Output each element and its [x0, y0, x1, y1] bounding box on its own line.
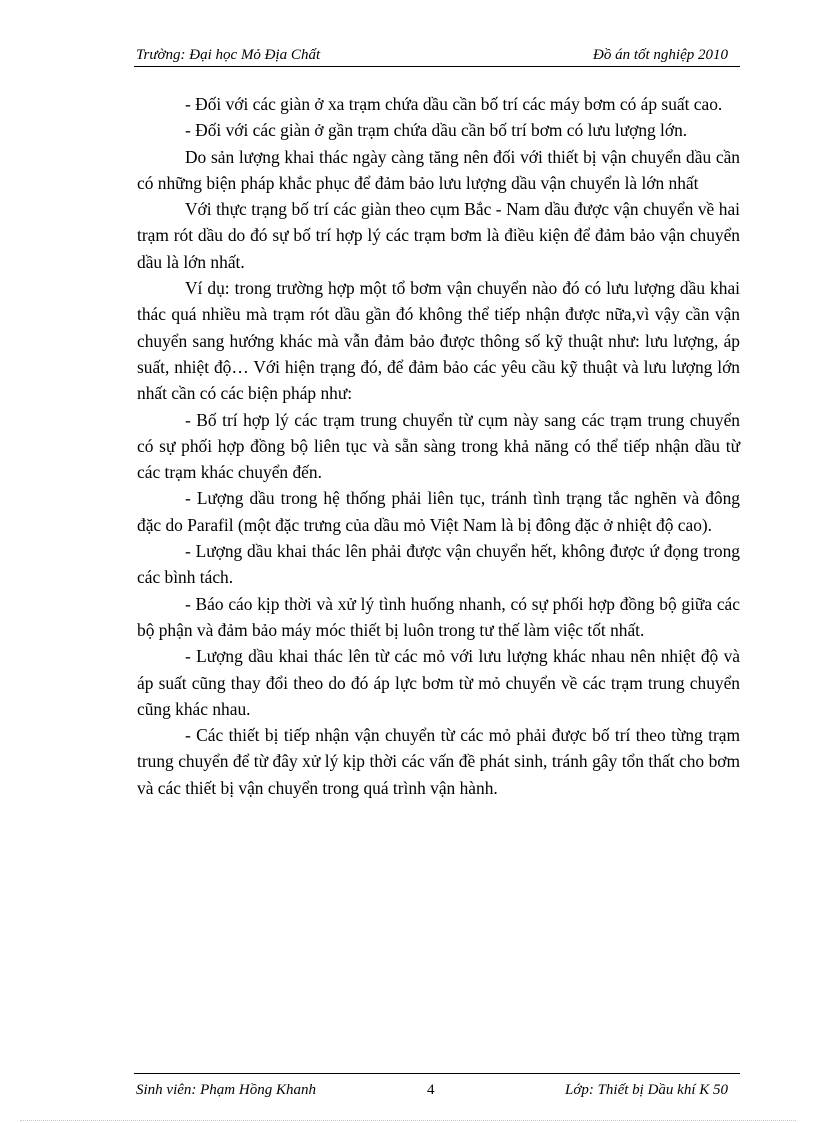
- footer-student: Sinh viên: Phạm Hồng Khanh: [136, 1082, 316, 1098]
- footer-class: Lớp: Thiết bị Dầu khí K 50: [564, 1082, 728, 1098]
- paragraph: - Lượng dầu trong hệ thống phải liên tục, tránh tình trạng tắc nghẽn và đông đặc do Parafil (một đặc trưng của dầu mỏ Việt Nam là bị đông đặc ở nhiệt độ cao).: [137, 488, 740, 535]
- header-project: Đồ án tốt nghiệp 2010: [593, 47, 728, 63]
- paragraph: - Lượng dầu khai thác lên từ các mỏ với lưu lượng khác nhau nên nhiệt độ và áp suất cũng thay đổi theo do đó áp lực bơm từ mỏ chuyển về các trạm trung chuyển cũng khác nhau.: [137, 646, 740, 719]
- paragraph: - Bố trí hợp lý các trạm trung chuyển từ cụm này sang các trạm trung chuyển có sự phối hợp đồng bộ liên tục và sẵn sàng trong khả năng có thể tiếp nhận dầu từ các trạm khác chuyển đến.: [137, 409, 740, 483]
- paragraph: - Lượng dầu khai thác lên phải được vận chuyển hết, không được ứ đọng trong các bình tách.: [137, 541, 740, 588]
- paragraph: Ví dụ: trong trường hợp một tổ bơm vận chuyển nào đó có lưu lượng dầu khai thác quá nhiều mà trạm rót dầu gần đó không thể tiếp nhận được nữa,vì vậy cần vận chuyển sang hướng khác mà vẫn đảm bảo được thông số kỹ thuật như: lưu lượng, áp suất, nhiệt độ… Với hiện trạng đó, để đảm bảo các yêu cầu kỹ thuật và lưu lượng lớn nhất cần có các biện pháp như:: [137, 278, 740, 404]
- paragraph: Với thực trạng bố trí các giàn theo cụm Bắc - Nam dầu được vận chuyển về hai trạm rót dầu do đó sự bố trí hợp lý các trạm bơm là điều kiện để đảm bảo vận chuyển dầu là lớn nhất.: [137, 199, 740, 272]
- paragraph: Do sản lượng khai thác ngày càng tăng nên đối với thiết bị vận chuyển dầu cần có những biện pháp khắc phục để đảm bảo lưu lượng dầu vận chuyển là lớn nhất: [137, 146, 740, 193]
- paragraph: - Các thiết bị tiếp nhận vận chuyển từ các mỏ phải được bố trí theo từng trạm trung chuyển để từ đây xử lý kịp thời các vấn đề phát sinh, tránh gây tổn thất cho bơm và các thiết bị vận chuyển trong quá trình vận hành.: [137, 725, 740, 798]
- page-header: [134, 44, 740, 67]
- paragraph: - Đối với các giàn ở xa trạm chứa dầu cần bố trí các máy bơm có áp suất cao.: [185, 94, 723, 114]
- document-body: [137, 91, 740, 801]
- page-number: 4: [427, 1082, 435, 1098]
- page-edge-divider: [20, 1120, 796, 1121]
- page-footer: [134, 1073, 740, 1098]
- header-school: Trường: Đại học Mỏ Địa Chất: [136, 47, 321, 63]
- paragraph: - Báo cáo kịp thời và xử lý tình huống nhanh, có sự phối hợp đồng bộ giữa các bộ phận và đảm bảo máy móc thiết bị luôn trong tư thế làm việc tốt nhất.: [137, 593, 740, 640]
- paragraph: - Đối với các giàn ở gần trạm chứa dầu cần bố trí bơm có lưu lượng lớn.: [185, 120, 688, 141]
